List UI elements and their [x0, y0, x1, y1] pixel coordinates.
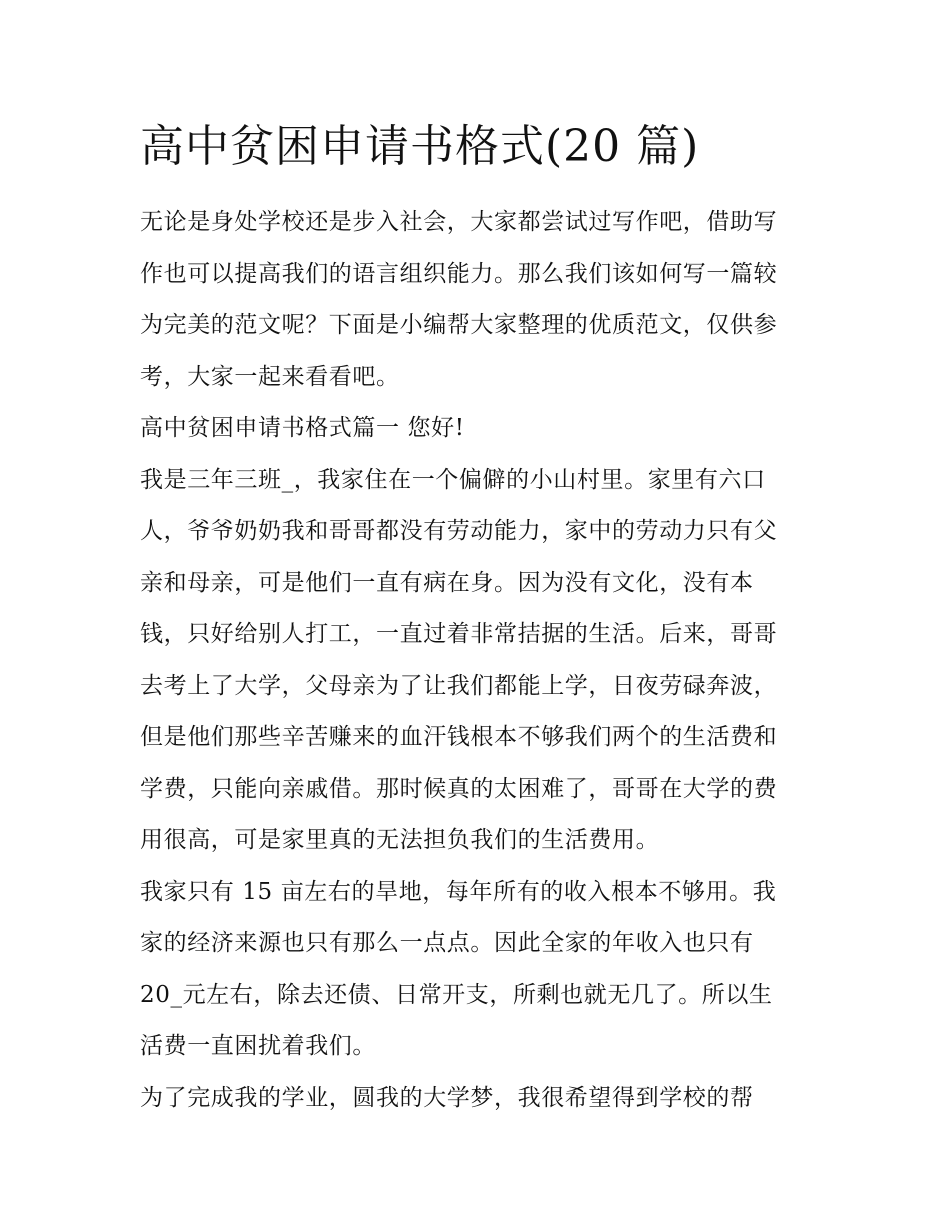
body-line: 我家只有 15 亩左右的旱地，每年所有的收入根本不够用。我 [140, 878, 777, 905]
body-line: 为了完成我的学业，圆我的大学梦，我很希望得到学校的帮 [140, 1084, 754, 1111]
body-line: 20_元左右，除去还债、日常开支，所剩也就无几了。所以生 [140, 981, 773, 1008]
body-line: 但是他们那些辛苦赚来的血汗钱根本不够我们两个的生活费和 [140, 724, 778, 750]
body-line: 为完美的范文呢？下面是小编帮大家整理的优质范文，仅供参 [140, 312, 778, 338]
body-line: 人，爷爷奶奶我和哥哥都没有劳动能力，家中的劳动力只有父 [140, 518, 778, 544]
section-heading-line: 高中贫困申请书格式篇一 您好! [140, 415, 465, 441]
body-line: 亲和母亲，可是他们一直有病在身。因为没有文化，没有本 [140, 569, 754, 596]
document-body [140, 197, 812, 1124]
body-line: 作也可以提高我们的语言组织能力。那么我们该如何写一篇较 [140, 260, 778, 287]
body-line: 钱，只好给别人打工，一直过着非常拮据的生活。后来，哥哥 [140, 621, 778, 647]
body-line: 无论是身处学校还是步入社会，大家都尝试过写作吧，借助写 [140, 209, 778, 235]
document-title: 高中贫困申请书格式(20 篇) [140, 121, 700, 172]
body-line: 学费，只能向亲戚借。那时候真的太困难了，哥哥在大学的费 [140, 775, 778, 802]
body-line: 家的经济来源也只有那么一点点。因此全家的年收入也只有 [140, 930, 754, 956]
body-line: 去考上了大学，父母亲为了让我们都能上学，日夜劳碌奔波， [140, 672, 778, 699]
body-line: 用很高，可是家里真的无法担负我们的生活费用。 [140, 827, 660, 853]
body-line: 考，大家一起来看看吧。 [140, 363, 400, 390]
body-line: 活费一直困扰着我们。 [140, 1033, 376, 1059]
body-line: 我是三年三班_，我家住在一个偏僻的小山村里。家里有六口 [140, 466, 766, 493]
